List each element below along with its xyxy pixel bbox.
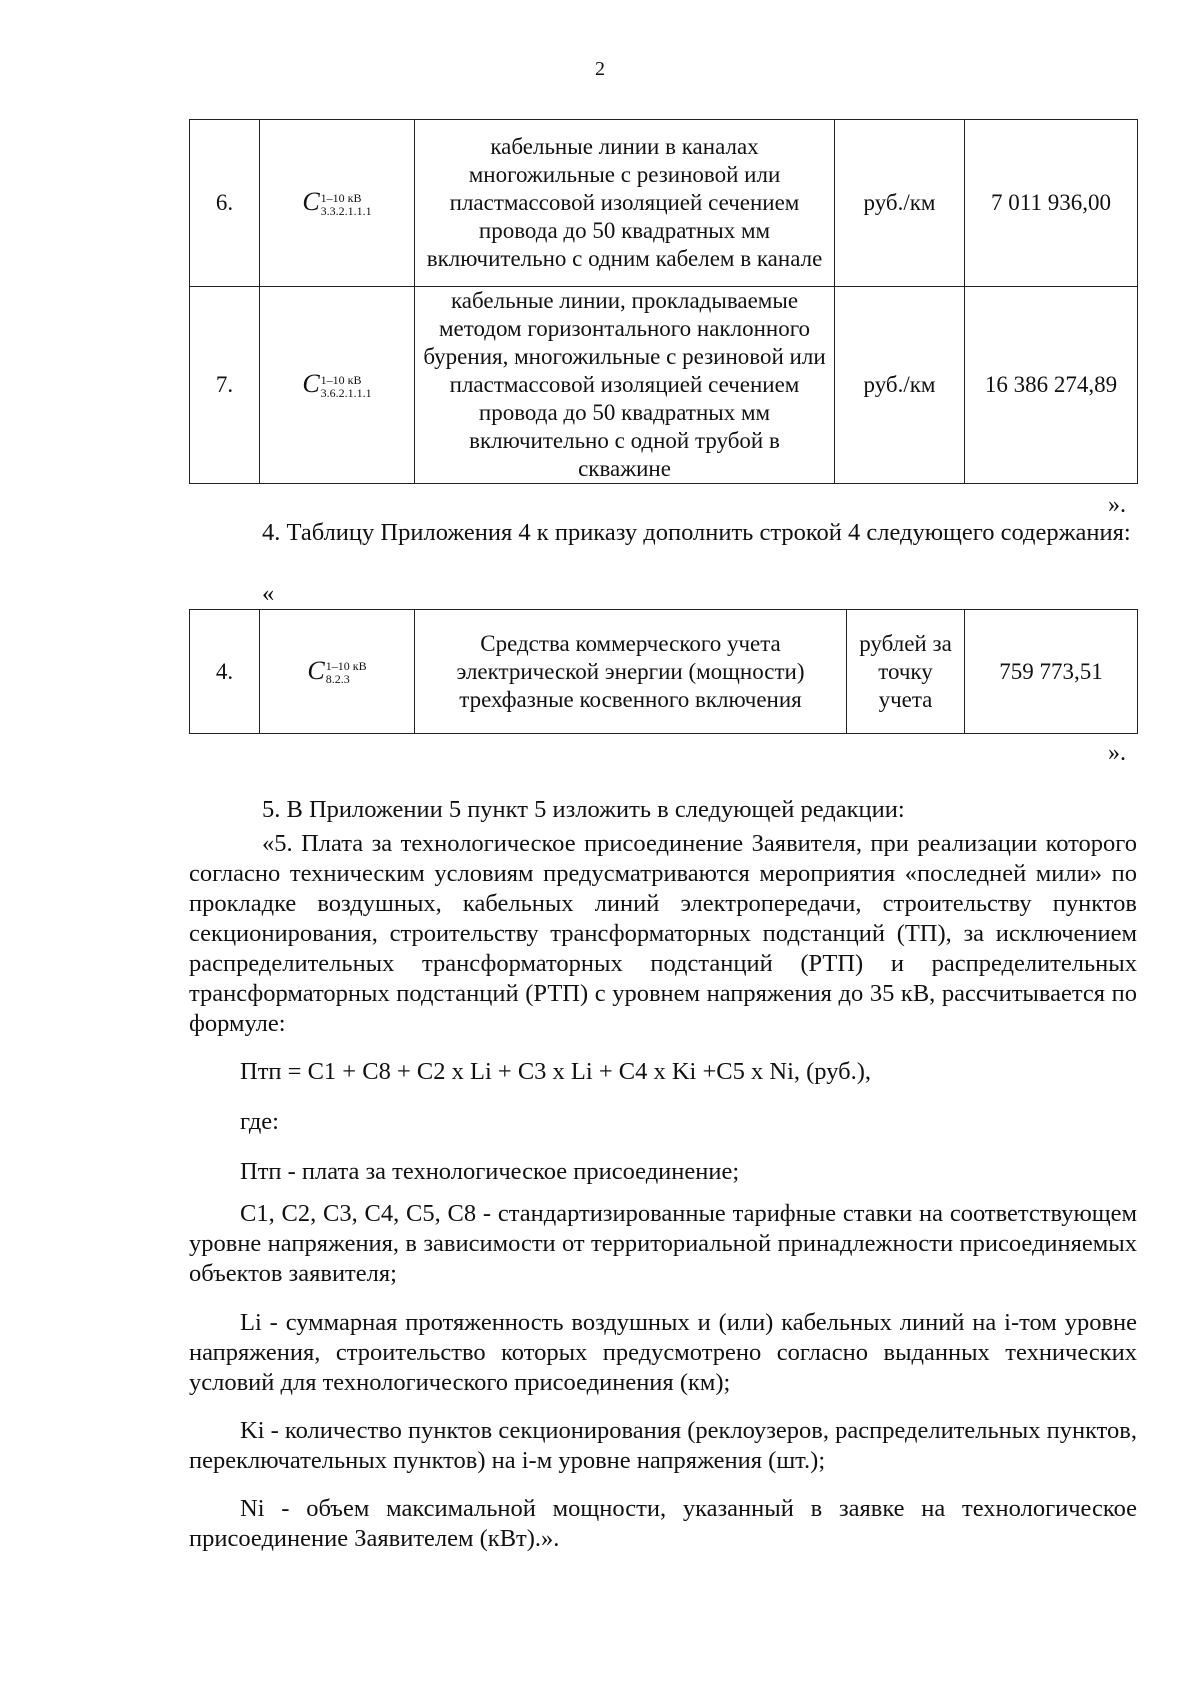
- closing-quote: ».: [1108, 740, 1126, 766]
- item-4-paragraph: 4. Таблицу Приложения 4 к приказу дополнить строкой 4 следующего содержания:: [262, 519, 1131, 546]
- opening-quote: «: [262, 580, 275, 607]
- rate-symbol: C 1–10 кВ 3.6.2.1.1.1: [260, 287, 415, 484]
- table-row: [190, 610, 1138, 734]
- description: кабельные линии, прокладываемые методом горизонтального наклонного бурения, многожильные с резиновой или пластмассовой изоляцией сечением провода до 50 квадратных мм включительно с одной трубой в скважине: [415, 287, 835, 484]
- table-row: [190, 287, 1138, 484]
- row-number: 4.: [190, 610, 260, 734]
- value: 7 011 936,00: [965, 120, 1138, 287]
- definition-li: Li - суммарная протяженность воздушных и (или) кабельных линий на i-том уровне напряжения, строительство которых предусмотрено согласно выданных технических условий для технологического присоединения (км);: [189, 1309, 1137, 1396]
- description: Средства коммерческого учета электрической энергии (мощности) трехфазные косвенного включения: [415, 610, 847, 734]
- definition-c: С1, С2, С3, С4, С5, С8 - стандартизированные тарифные ставки на соответствующем уровне напряжения, в зависимости от территориальной принадлежности присоединяемых объектов заявителя;: [189, 1200, 1137, 1287]
- unit: рублей за точку учета: [847, 610, 965, 734]
- value: 16 386 274,89: [965, 287, 1138, 484]
- row-number: 6.: [190, 120, 260, 287]
- definition-ki: Ki - количество пунктов секционирования (реклоузеров, распределительных пунктов, переключательных пунктов) на i-м уровне напряжения (шт.);: [189, 1417, 1138, 1474]
- item-5-heading: 5. В Приложении 5 пункт 5 изложить в следующей редакции:: [262, 796, 905, 823]
- row-number: 7.: [190, 287, 260, 484]
- formula: Птп = С1 + С8 + С2 х Li + С3 х Li + С4 х Ki +С5 х Ni, (руб.),: [240, 1058, 872, 1085]
- description: кабельные линии в каналах многожильные с резиновой или пластмассовой изоляцией сечением провода до 50 квадратных мм включительно с одним кабелем в канале: [415, 120, 835, 287]
- rate-symbol: C 1–10 кВ 8.2.3: [260, 610, 415, 734]
- value: 759 773,51: [965, 610, 1138, 734]
- closing-quote: ».: [1108, 492, 1126, 518]
- tariff-table-1: [189, 119, 1138, 484]
- table-row: [190, 120, 1138, 287]
- rate-symbol: C 1–10 кВ 3.3.2.1.1.1: [260, 120, 415, 287]
- unit: руб./км: [835, 120, 965, 287]
- definition-ni: Ni - объем максимальной мощности, указанный в заявке на технологическое присоединение Заявителем (кВт).».: [189, 1495, 1137, 1552]
- tariff-table-2: [189, 609, 1138, 734]
- unit: руб./км: [835, 287, 965, 484]
- definition-ptp: Птп - плата за технологическое присоединение;: [240, 1158, 740, 1185]
- page-number: 2: [595, 58, 605, 80]
- where-label: где:: [240, 1108, 279, 1135]
- item-5-paragraph: «5. Плата за технологическое присоединение Заявителя, при реализации которого согласно техническим условиям предусматриваются мероприятия «последней мили» по прокладке воздушных, кабельных линий электропередачи, строительству пунктов секционирования, строительству трансформаторных подстанций (ТП), за исключением распределительных трансформаторных подстанций (РТП) и распределительных трансформаторных подстанций (РТП) с уровнем напряжения до 35 кВ, рассчитывается по формуле:: [189, 830, 1137, 1037]
